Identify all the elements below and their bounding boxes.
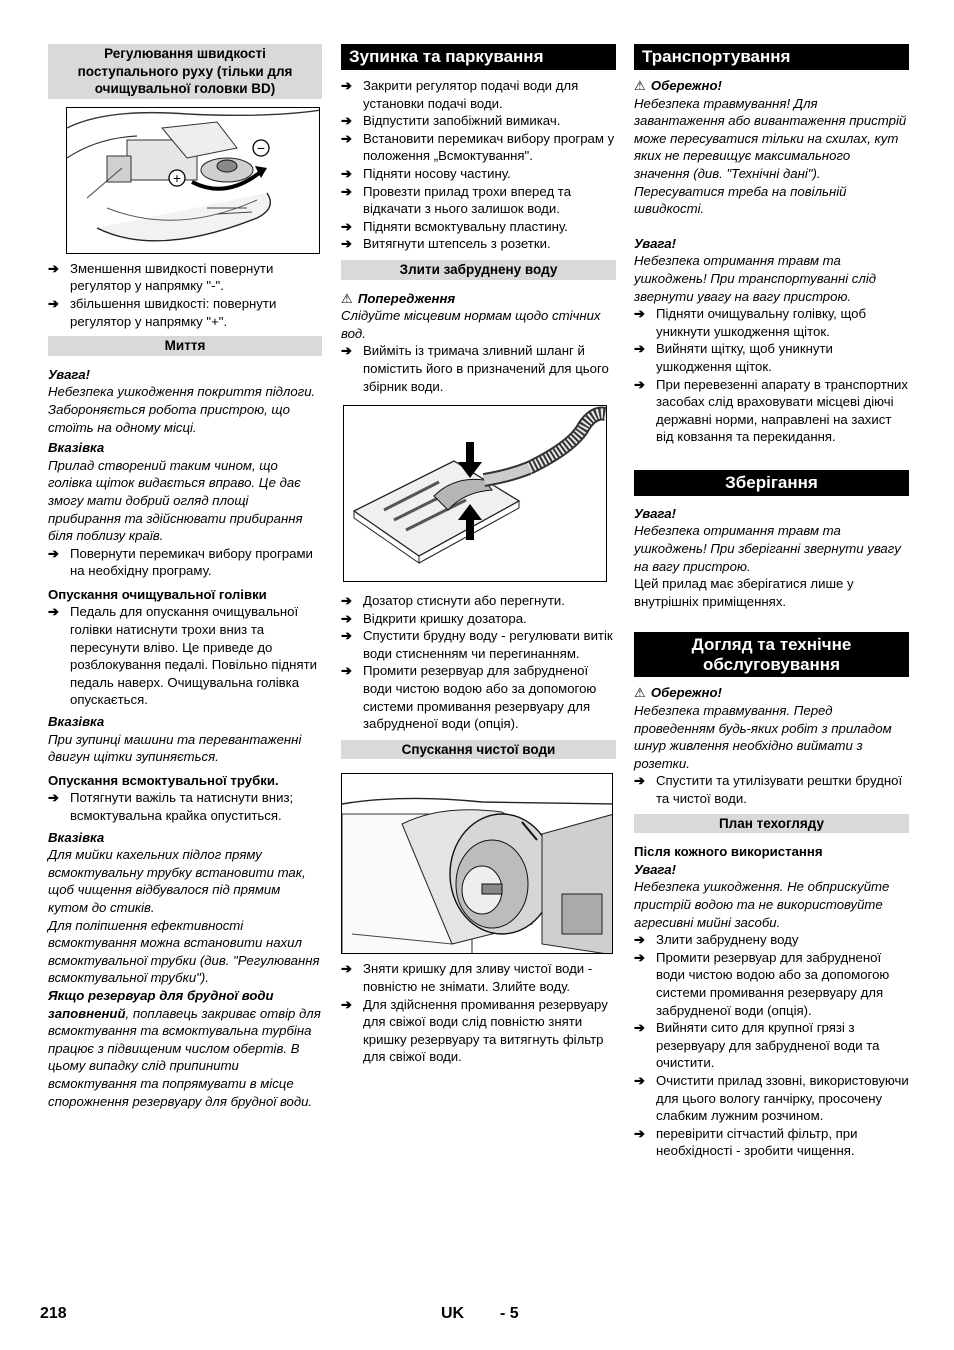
- list-item: [634, 949, 909, 1019]
- attention-label: Увага!: [634, 861, 676, 877]
- stop-step-text: Встановити перемикач вибору програм у положення „Всмоктування".: [363, 130, 615, 164]
- list-item: [634, 1072, 909, 1125]
- list-item: [341, 996, 616, 1066]
- speed-regulator-illustration: [66, 107, 320, 254]
- section-heading-care: Догляд та технічне обслуговування: [634, 632, 909, 677]
- arrow-icon: ➔: [634, 1072, 646, 1088]
- list-item: [341, 112, 616, 130]
- plan-step-text: Вийняти сито для крупної грязі з резервуару для забрудненої води та очистити.: [656, 1020, 880, 1071]
- list-item: [341, 610, 616, 628]
- attention-text: Небезпека ушкодження покриття підлоги. Забороняється робота пристрою, що стоїть на одному місці.: [48, 384, 316, 435]
- arrow-icon: ➔: [48, 545, 60, 561]
- arrow-icon: ➔: [634, 1125, 646, 1141]
- clean-water-drain-drawing: [342, 774, 613, 954]
- drain-step-text: Відкрити кришку дозатора.: [363, 610, 527, 626]
- plan-step-text: Промити резервуар для забрудненої води чистою водою або за допомогою системи промивання резервуару для забрудненої води (опція).: [656, 949, 890, 1018]
- section-heading-stop: Зупинка та паркування: [341, 44, 616, 70]
- arrow-icon: ➔: [48, 790, 60, 806]
- subheading-lower-head: Опускання очищувальної голівки: [48, 586, 267, 602]
- storage-text: Цей прилад має зберігатися лише у внутрішніх приміщеннях.: [634, 576, 854, 609]
- arrow-icon: ➔: [341, 236, 353, 252]
- section-heading-drain-clean: Спускання чистої води: [341, 740, 616, 760]
- section-heading-plan: План техогляду: [634, 814, 909, 834]
- list-item: [634, 340, 909, 375]
- list-item: [341, 77, 616, 112]
- warning-triangle-icon: ⚠: [634, 78, 646, 93]
- attention-label: Увага!: [48, 366, 90, 382]
- note-label: Вказівка: [48, 440, 105, 456]
- list-item: ➔ Педаль для опускання очищувальної голівки натиснути трохи вниз та пересунути вліво. Це приведе до розблокування педалі. Повільно підняти педаль наверх. Очищувальна голівка опускається.: [48, 604, 317, 708]
- column-3: [634, 44, 909, 1160]
- drain-step-text: Промити резервуар для забрудненої води чистою водою або за допомогою системи промивання резервуару для забрудненої води (опція).: [363, 663, 597, 732]
- caution-text: Небезпека травмування! Для завантаження або вивантаження пристрій може пересуватися тільки на схилах, кут яких не перевищує максимального значення (див. "Технічні дані"). Пересуватися треба на повільній швидкості.: [634, 95, 907, 217]
- arrow-icon: ➔: [48, 260, 60, 276]
- arrow-icon: ➔: [341, 113, 353, 129]
- note-text: Для поліпшення ефективності всмоктування можна встановити нахил всмоктувальної трубки (див. "Регулювання всмоктувальної трубки").: [48, 917, 320, 986]
- list-item: ➔ збільшення швидкості: повернути регулятор у напрямку "+".: [48, 295, 277, 329]
- section-heading-wash: Миття: [48, 336, 322, 356]
- section-heading-speed: Регулювання швидкості поступального руху (тільки для очищувальної головки BD): [48, 44, 322, 99]
- clean-list: [341, 960, 616, 1066]
- note-label: Вказівка: [48, 829, 105, 845]
- plan-step-text: Очистити прилад ззовні, використовуючи для цього вологу ганчірку, просочену слабким лужним розчином.: [656, 1072, 909, 1124]
- list-item: [634, 305, 909, 340]
- drain-step-text: Спустити брудну воду - регулювати витік води стисненням чи перегинанням.: [363, 628, 613, 661]
- arrow-icon: ➔: [341, 593, 353, 609]
- clean-step-text: Для здійснення промивання резервуару для свіжої води слід повністю зняти кришку резервуару та витягнуть фільтр для свіжої води.: [363, 996, 608, 1065]
- column-2: [341, 44, 616, 1066]
- section-heading-storage: Зберігання: [634, 470, 909, 496]
- list-item: ➔ Потягнути важіль та натиснути вниз; всмоктувальна крайка опуститься.: [48, 790, 294, 823]
- subheading-after-use: Після кожного використання: [634, 844, 823, 860]
- page-number: 218: [40, 1305, 67, 1322]
- note-text: Для мийки кахельних підлог пряму всмоктувальну трубку встановити так, щоб чищення відбувалося під прямим кутом до стиків.: [48, 847, 306, 915]
- stop-step-text: Відпустити запобіжний вимикач.: [363, 113, 561, 129]
- arrow-icon: ➔: [634, 932, 646, 948]
- arrow-icon: ➔: [341, 961, 353, 977]
- arrow-icon: ➔: [634, 306, 646, 322]
- list-item: [341, 627, 616, 662]
- arrow-icon: ➔: [341, 78, 353, 93]
- attention-label: Увага!: [634, 505, 676, 521]
- transport-list: [634, 305, 909, 446]
- list-item: [634, 1019, 909, 1072]
- arrow-icon: ➔: [341, 183, 353, 199]
- arrow-icon: ➔: [341, 996, 353, 1012]
- plan-step-text: перевірити сітчастий фільтр, при необхідності - зробити чищення.: [656, 1125, 858, 1159]
- list-item: [341, 218, 616, 236]
- arrow-icon: ➔: [341, 628, 353, 644]
- attention-text: Небезпека отримання травм та ушкоджень! При зберіганні звернути увагу на вагу пристрою.: [634, 523, 901, 574]
- plus-icon: +: [172, 169, 182, 186]
- note-text: Якщо резервуар для брудної води заповнений, поплавець закриває отвір для всмоктування та всмоктувальна турбіна працює з підвищеним числом обертів. В цьому випадку слід припинити всмоктування та попрямувати в місце спорожнення резервуару для брудної води.: [48, 987, 321, 1109]
- speed-regulator-drawing: [67, 108, 320, 254]
- warning-text: Слідуйте місцевим нормам щодо стічних вод.: [341, 308, 601, 341]
- arrow-icon: ➔: [634, 341, 646, 357]
- transport-step-text: При перевезенні апарату в транспортних засобах слід враховувати місцеві діючі державні норми, направлені на захист від ковзання та перекидання.: [656, 376, 908, 445]
- arrow-icon: ➔: [341, 130, 353, 146]
- warning-label: ⚠ Попередження: [341, 290, 456, 306]
- list-item: [634, 931, 909, 949]
- arrow-icon: ➔: [48, 295, 60, 311]
- arrow-icon: ➔: [341, 343, 353, 359]
- list-item: ➔ Зменшення швидкості повернути регулятор у напрямку "-".: [48, 260, 274, 294]
- drain-hose-illustration: [343, 405, 607, 582]
- plan-step-text: Злити забруднену воду: [656, 932, 799, 948]
- list-item: ➔ Повернути перемикач вибору програми на необхідну програму.: [48, 545, 313, 579]
- list-item: [341, 662, 616, 732]
- plan-list: [634, 931, 909, 1160]
- arrow-icon: ➔: [634, 949, 646, 965]
- subheading-lower-tube: Опускання всмоктувальної трубки.: [48, 772, 279, 788]
- list-item: [634, 1125, 909, 1160]
- drain-hose-drawing: [344, 406, 607, 582]
- transport-step-text: Вийняти щітку, щоб уникнути ушкодження щіток.: [656, 341, 833, 374]
- drain-list: [341, 592, 616, 733]
- list-item: ➔ Виймiть iз тримача зливний шланг й помiстить його в призначений для цього збiрник води.: [341, 343, 609, 394]
- arrow-icon: ➔: [48, 604, 60, 620]
- section-page-number: - 5: [500, 1305, 519, 1322]
- warning-triangle-icon: ⚠: [341, 290, 353, 306]
- list-item: [341, 165, 616, 183]
- list-item: [341, 960, 616, 995]
- arrow-icon: ➔: [341, 218, 353, 234]
- list-item: [634, 376, 909, 446]
- clean-water-drain-illustration: [341, 773, 613, 954]
- attention-text: Небезпека отримання травм та ушкоджень! При транспортуванні слід звернути увагу на вагу пристрою.: [634, 253, 877, 304]
- arrow-icon: ➔: [634, 773, 646, 789]
- arrow-icon: ➔: [341, 663, 353, 679]
- arrow-icon: ➔: [634, 1020, 646, 1036]
- stop-step-text: Підняти всмоктувальну пластину.: [363, 218, 568, 234]
- attention-text: Небезпека ушкодження. Не обприскуйте пристрій водою та не використовуйте агресивні мийні засоби.: [634, 879, 890, 930]
- caution-text: Небезпека травмування. Перед проведенням будь-яких робіт з приладом шнур живлення необхідно виймати з розетки.: [634, 703, 892, 771]
- list-item: ➔ Спустити та утилізувати рештки брудної та чистої води.: [634, 773, 903, 806]
- list-item: [341, 235, 616, 253]
- drain-step-text: Дозатор стиснути або перегнути.: [363, 593, 565, 609]
- attention-label: Увага!: [634, 235, 676, 251]
- clean-step-text: Зняти кришку для зливу чистої води - повністю не знімати. Злийте воду.: [363, 961, 593, 995]
- caution-label: ⚠ Обережно!: [634, 685, 722, 701]
- stop-step-text: Витягнути штепсель з розетки.: [363, 236, 551, 252]
- stop-list: [341, 77, 616, 253]
- language-code: UK: [441, 1305, 465, 1322]
- transport-step-text: Підняти очищувальну голівку, щоб уникнути ушкодження щіток.: [656, 306, 867, 339]
- stop-step-text: Закрити регулятор подачі води для установки подачі води.: [363, 78, 579, 111]
- stop-step-text: Провезти прилад трохи вперед та відкачати з нього залишок води.: [363, 183, 572, 217]
- stop-step-text: Підняти носову частину.: [363, 165, 511, 181]
- arrow-icon: ➔: [341, 165, 353, 181]
- section-heading-transport: Транспортування: [634, 44, 909, 70]
- list-item: [341, 592, 616, 610]
- arrow-icon: ➔: [341, 610, 353, 626]
- arrow-icon: ➔: [634, 376, 646, 392]
- note-text: Прилад створений таким чином, що голівка щіток видається вправо. Це дає змогу мати добрий огляд площі прибирання та здійснювати прибирання біля поблизу країв.: [48, 457, 303, 544]
- warning-triangle-icon: ⚠: [634, 685, 646, 701]
- column-1: [48, 44, 322, 1110]
- list-item: [341, 183, 616, 218]
- note-text: При зупинці машини та перевантаженні двигун щітки зупиняється.: [48, 731, 302, 765]
- note-label: Вказівка: [48, 714, 105, 730]
- section-heading-drain-dirty: Злити забруднену воду: [341, 260, 616, 280]
- minus-icon: −: [256, 139, 266, 156]
- caution-label: ⚠ Обережно!: [634, 78, 722, 93]
- list-item: [341, 130, 616, 165]
